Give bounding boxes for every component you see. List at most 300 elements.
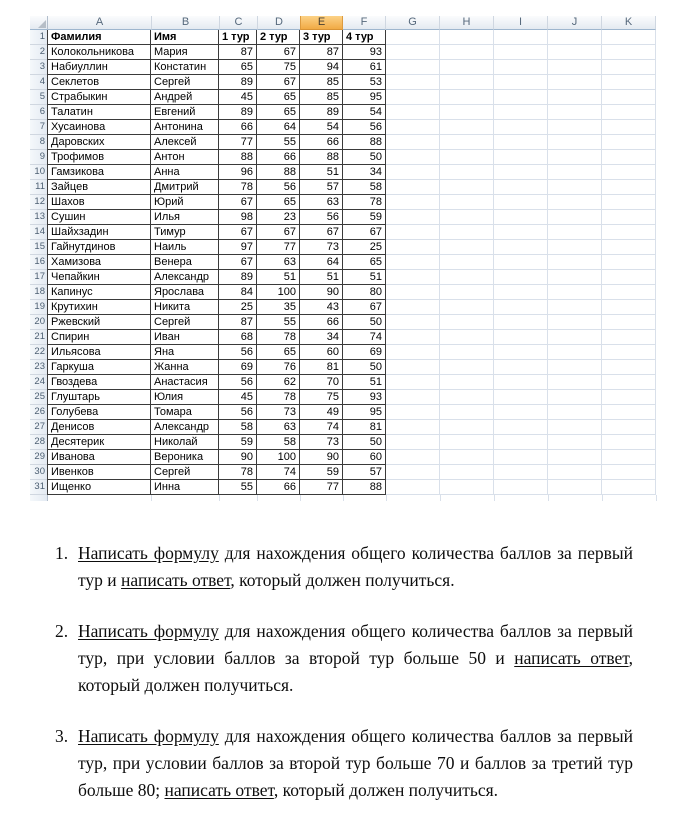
row-number[interactable]: 21	[30, 330, 48, 345]
cell-empty[interactable]	[258, 495, 301, 501]
cell[interactable]: Вероника	[151, 450, 219, 465]
cell[interactable]: 50	[343, 360, 386, 375]
cell[interactable]: Андрей	[151, 90, 219, 105]
column-header-i[interactable]: I	[494, 16, 548, 30]
cell-empty[interactable]	[386, 285, 440, 300]
cell[interactable]: 67	[257, 75, 300, 90]
cell-empty[interactable]	[548, 375, 602, 390]
cell-empty[interactable]	[386, 165, 440, 180]
cell-empty[interactable]	[494, 165, 548, 180]
cell-empty[interactable]	[548, 45, 602, 60]
cell-empty[interactable]	[386, 390, 440, 405]
row-number[interactable]: 30	[30, 465, 48, 480]
cell[interactable]: 56	[219, 375, 257, 390]
cell[interactable]: 89	[219, 105, 257, 120]
cell-empty[interactable]	[440, 120, 494, 135]
cell-empty[interactable]	[386, 360, 440, 375]
cell[interactable]: 67	[257, 225, 300, 240]
cell-empty[interactable]	[386, 90, 440, 105]
cell-empty[interactable]	[494, 465, 548, 480]
cell[interactable]: 45	[219, 90, 257, 105]
cell-empty[interactable]	[494, 450, 548, 465]
row-number[interactable]: 4	[30, 75, 48, 90]
cell-empty[interactable]	[494, 45, 548, 60]
cell-empty[interactable]	[602, 60, 656, 75]
cell[interactable]: 87	[300, 45, 343, 60]
row-number[interactable]: 12	[30, 195, 48, 210]
cell-empty[interactable]	[602, 255, 656, 270]
cell-empty[interactable]	[440, 240, 494, 255]
cell[interactable]: 88	[343, 135, 386, 150]
cell-empty[interactable]	[602, 150, 656, 165]
row-number[interactable]: 6	[30, 105, 48, 120]
cell-empty[interactable]	[440, 360, 494, 375]
cell[interactable]: 60	[343, 450, 386, 465]
cell-empty[interactable]	[440, 345, 494, 360]
cell-empty[interactable]	[386, 375, 440, 390]
cell[interactable]: 57	[343, 465, 386, 480]
cell[interactable]: Анна	[151, 165, 219, 180]
cell-empty[interactable]	[494, 75, 548, 90]
column-header-k[interactable]: K	[602, 16, 656, 30]
row-number[interactable]: 29	[30, 450, 48, 465]
cell-empty[interactable]	[440, 330, 494, 345]
cell-empty[interactable]	[602, 465, 656, 480]
cell[interactable]: Томара	[151, 405, 219, 420]
cell-empty[interactable]	[602, 480, 656, 495]
row-number[interactable]: 23	[30, 360, 48, 375]
cell-empty[interactable]	[440, 105, 494, 120]
cell-empty[interactable]	[548, 420, 602, 435]
cell[interactable]: 65	[219, 60, 257, 75]
row-number[interactable]: 18	[30, 285, 48, 300]
cell-empty[interactable]	[602, 30, 656, 45]
cell-empty[interactable]	[548, 195, 602, 210]
cell[interactable]: 57	[300, 180, 343, 195]
cell-empty[interactable]	[494, 255, 548, 270]
cell-empty[interactable]	[386, 300, 440, 315]
cell[interactable]: 65	[257, 195, 300, 210]
row-number[interactable]: 27	[30, 420, 48, 435]
cell-empty[interactable]	[440, 375, 494, 390]
cell[interactable]: 67	[300, 225, 343, 240]
cell-empty[interactable]	[602, 330, 656, 345]
cell[interactable]: Шахов	[47, 195, 151, 210]
cell[interactable]: 87	[219, 45, 257, 60]
cell[interactable]: 51	[300, 270, 343, 285]
cell-empty[interactable]	[386, 210, 440, 225]
cell-empty[interactable]	[548, 150, 602, 165]
cell[interactable]: Гаркуша	[47, 360, 151, 375]
cell-empty[interactable]	[494, 105, 548, 120]
row-number[interactable]: 2	[30, 45, 48, 60]
cell[interactable]: 84	[219, 285, 257, 300]
cell[interactable]: 54	[343, 105, 386, 120]
cell-empty[interactable]	[548, 90, 602, 105]
cell[interactable]: 74	[257, 465, 300, 480]
row-number[interactable]: 1	[30, 30, 48, 45]
row-number[interactable]: 3	[30, 60, 48, 75]
cell-empty[interactable]	[602, 120, 656, 135]
cell[interactable]: 78	[343, 195, 386, 210]
cell[interactable]: 51	[343, 375, 386, 390]
cell[interactable]: Илья	[151, 210, 219, 225]
cell-empty[interactable]	[386, 330, 440, 345]
cell-empty[interactable]	[548, 480, 602, 495]
cell[interactable]: 67	[219, 195, 257, 210]
cell-empty[interactable]	[494, 300, 548, 315]
cell-empty[interactable]	[548, 60, 602, 75]
cell-empty[interactable]	[602, 75, 656, 90]
column-header-c[interactable]: C	[220, 16, 258, 30]
cell-empty[interactable]	[440, 165, 494, 180]
cell-empty[interactable]	[386, 135, 440, 150]
cell-empty[interactable]	[441, 495, 495, 501]
cell-empty[interactable]	[152, 495, 220, 501]
cell-empty[interactable]	[440, 435, 494, 450]
row-number[interactable]: 24	[30, 375, 48, 390]
row-number[interactable]: 10	[30, 165, 48, 180]
cell-empty[interactable]	[387, 495, 441, 501]
cell[interactable]: 75	[300, 390, 343, 405]
cell[interactable]: 64	[257, 120, 300, 135]
row-number[interactable]: 22	[30, 345, 48, 360]
cell-empty[interactable]	[602, 345, 656, 360]
cell[interactable]: Ильясова	[47, 345, 151, 360]
cell-empty[interactable]	[494, 360, 548, 375]
cell-empty[interactable]	[494, 345, 548, 360]
row-number[interactable]: 28	[30, 435, 48, 450]
cell-empty[interactable]	[548, 255, 602, 270]
cell-empty[interactable]	[548, 360, 602, 375]
row-number[interactable]: 7	[30, 120, 48, 135]
cell[interactable]: Трофимов	[47, 150, 151, 165]
cell[interactable]: 73	[300, 435, 343, 450]
cell[interactable]: 67	[219, 255, 257, 270]
cell[interactable]: 93	[343, 390, 386, 405]
cell[interactable]: 58	[219, 420, 257, 435]
cell[interactable]: 63	[257, 255, 300, 270]
cell-empty[interactable]	[386, 240, 440, 255]
cell[interactable]: 76	[257, 360, 300, 375]
cell-empty[interactable]	[548, 225, 602, 240]
row-number[interactable]: 8	[30, 135, 48, 150]
cell-empty[interactable]	[495, 495, 549, 501]
cell-empty[interactable]	[602, 45, 656, 60]
cell-empty[interactable]	[440, 90, 494, 105]
cell-empty[interactable]	[440, 450, 494, 465]
row-number[interactable]: 26	[30, 405, 48, 420]
cell-empty[interactable]	[440, 45, 494, 60]
cell[interactable]: Гамзикова	[47, 165, 151, 180]
cell-empty[interactable]	[548, 210, 602, 225]
cell[interactable]: 95	[343, 90, 386, 105]
cell-empty[interactable]	[548, 135, 602, 150]
column-header-d[interactable]: D	[258, 16, 301, 30]
cell-empty[interactable]	[494, 150, 548, 165]
cell-empty[interactable]	[494, 330, 548, 345]
cell[interactable]: Глуштарь	[47, 390, 151, 405]
cell-empty[interactable]	[548, 180, 602, 195]
cell[interactable]: 73	[300, 240, 343, 255]
cell[interactable]: Крутихин	[47, 300, 151, 315]
cell[interactable]: 59	[300, 465, 343, 480]
row-number[interactable]: 20	[30, 315, 48, 330]
cell[interactable]: 55	[257, 315, 300, 330]
cell[interactable]: 51	[343, 270, 386, 285]
cell-empty[interactable]	[602, 225, 656, 240]
cell[interactable]: 25	[343, 240, 386, 255]
cell[interactable]: Секлетов	[47, 75, 151, 90]
cell[interactable]: 55	[219, 480, 257, 495]
cell-empty[interactable]	[440, 315, 494, 330]
cell[interactable]: Сушин	[47, 210, 151, 225]
cell-empty[interactable]	[440, 60, 494, 75]
cell[interactable]: Сергей	[151, 75, 219, 90]
cell[interactable]: Денисов	[47, 420, 151, 435]
cell[interactable]: Николай	[151, 435, 219, 450]
cell[interactable]: 89	[219, 270, 257, 285]
cell[interactable]: 54	[300, 120, 343, 135]
cell[interactable]: 51	[300, 165, 343, 180]
cell[interactable]: 56	[343, 120, 386, 135]
cell[interactable]: 25	[219, 300, 257, 315]
cell-empty[interactable]	[548, 435, 602, 450]
cell[interactable]: Капинус	[47, 285, 151, 300]
cell[interactable]: Набиуллин	[47, 60, 151, 75]
cell[interactable]: 67	[257, 45, 300, 60]
cell-empty[interactable]	[440, 270, 494, 285]
cell[interactable]: 85	[300, 75, 343, 90]
cell-empty[interactable]	[602, 285, 656, 300]
cell-empty[interactable]	[440, 135, 494, 150]
cell[interactable]: Хусаинова	[47, 120, 151, 135]
cell[interactable]: 78	[219, 465, 257, 480]
cell[interactable]: 3 тур	[300, 30, 343, 45]
cell-empty[interactable]	[494, 420, 548, 435]
cell-empty[interactable]	[548, 105, 602, 120]
cell-empty[interactable]	[386, 405, 440, 420]
cell-empty[interactable]	[386, 450, 440, 465]
cell-empty[interactable]	[494, 120, 548, 135]
cell-empty[interactable]	[494, 315, 548, 330]
column-header-j[interactable]: J	[548, 16, 602, 30]
cell-empty[interactable]	[548, 465, 602, 480]
cell[interactable]: 50	[343, 315, 386, 330]
cell-empty[interactable]	[494, 60, 548, 75]
cell[interactable]: 74	[343, 330, 386, 345]
row-number[interactable]: 11	[30, 180, 48, 195]
cell[interactable]: Антонина	[151, 120, 219, 135]
cell-empty[interactable]	[548, 270, 602, 285]
column-header-h[interactable]: H	[440, 16, 494, 30]
cell[interactable]: 2 тур	[257, 30, 300, 45]
cell[interactable]: 95	[343, 405, 386, 420]
cell[interactable]: 45	[219, 390, 257, 405]
cell-empty[interactable]	[494, 180, 548, 195]
column-header-e[interactable]: E	[300, 16, 343, 30]
cell[interactable]: 69	[343, 345, 386, 360]
cell[interactable]: Александр	[151, 420, 219, 435]
cell[interactable]: 62	[257, 375, 300, 390]
cell[interactable]: 66	[300, 315, 343, 330]
cell-empty[interactable]	[548, 75, 602, 90]
cell[interactable]: 81	[343, 420, 386, 435]
cell[interactable]: 88	[300, 150, 343, 165]
cell-empty[interactable]	[548, 315, 602, 330]
cell[interactable]: 67	[343, 225, 386, 240]
cell-empty[interactable]	[602, 90, 656, 105]
select-all-corner[interactable]	[30, 16, 48, 30]
cell-empty[interactable]	[548, 30, 602, 45]
cell[interactable]: 66	[257, 150, 300, 165]
cell[interactable]: Анастасия	[151, 375, 219, 390]
row-number[interactable]: 19	[30, 300, 48, 315]
cell-empty[interactable]	[494, 195, 548, 210]
cell-empty[interactable]	[440, 405, 494, 420]
cell-empty[interactable]	[386, 345, 440, 360]
cell-empty[interactable]	[440, 255, 494, 270]
cell[interactable]: 69	[219, 360, 257, 375]
row-number[interactable]: 17	[30, 270, 48, 285]
cell-empty[interactable]	[602, 390, 656, 405]
cell-empty[interactable]	[386, 60, 440, 75]
cell-empty[interactable]	[440, 420, 494, 435]
cell[interactable]: 50	[343, 150, 386, 165]
row-number[interactable]: 9	[30, 150, 48, 165]
column-header-g[interactable]: G	[386, 16, 440, 30]
cell[interactable]: Тимур	[151, 225, 219, 240]
cell-empty[interactable]	[386, 30, 440, 45]
cell[interactable]: 23	[257, 210, 300, 225]
cell[interactable]: 55	[257, 135, 300, 150]
cell[interactable]: 88	[219, 150, 257, 165]
cell-empty[interactable]	[440, 210, 494, 225]
cell-empty[interactable]	[602, 300, 656, 315]
cell[interactable]: 75	[257, 60, 300, 75]
cell[interactable]: 78	[257, 330, 300, 345]
cell[interactable]: 90	[219, 450, 257, 465]
cell-empty[interactable]	[602, 270, 656, 285]
cell-empty[interactable]	[386, 480, 440, 495]
cell-empty[interactable]	[494, 405, 548, 420]
cell-empty[interactable]	[440, 225, 494, 240]
cell[interactable]: 89	[300, 105, 343, 120]
cell[interactable]: Голубева	[47, 405, 151, 420]
cell[interactable]: Даровских	[47, 135, 151, 150]
cell[interactable]: 93	[343, 45, 386, 60]
cell-empty[interactable]	[220, 495, 258, 501]
row-number[interactable]: 16	[30, 255, 48, 270]
cell[interactable]: Иван	[151, 330, 219, 345]
cell[interactable]: Алексей	[151, 135, 219, 150]
cell[interactable]: Жанна	[151, 360, 219, 375]
cell-empty[interactable]	[344, 495, 387, 501]
row-number[interactable]: 15	[30, 240, 48, 255]
cell[interactable]: 51	[257, 270, 300, 285]
cell[interactable]: Хамизова	[47, 255, 151, 270]
cell[interactable]: 94	[300, 60, 343, 75]
cell[interactable]: Александр	[151, 270, 219, 285]
row-number[interactable]	[30, 495, 48, 501]
cell-empty[interactable]	[301, 495, 344, 501]
cell[interactable]: 78	[257, 390, 300, 405]
cell[interactable]: 97	[219, 240, 257, 255]
cell[interactable]: 88	[343, 480, 386, 495]
cell-empty[interactable]	[494, 30, 548, 45]
cell-empty[interactable]	[440, 465, 494, 480]
cell-empty[interactable]	[494, 135, 548, 150]
cell[interactable]: 100	[257, 450, 300, 465]
cell[interactable]: Талатин	[47, 105, 151, 120]
cell-empty[interactable]	[602, 165, 656, 180]
cell-empty[interactable]	[602, 180, 656, 195]
cell[interactable]: Ищенко	[47, 480, 151, 495]
cell[interactable]: 66	[257, 480, 300, 495]
cell-empty[interactable]	[440, 480, 494, 495]
cell-empty[interactable]	[386, 420, 440, 435]
cell-empty[interactable]	[494, 270, 548, 285]
cell-empty[interactable]	[386, 465, 440, 480]
cell-empty[interactable]	[440, 75, 494, 90]
cell-empty[interactable]	[386, 75, 440, 90]
cell[interactable]: Венера	[151, 255, 219, 270]
cell-empty[interactable]	[440, 285, 494, 300]
cell[interactable]: Ивенков	[47, 465, 151, 480]
cell[interactable]: 4 тур	[343, 30, 386, 45]
cell[interactable]: Спирин	[47, 330, 151, 345]
cell-empty[interactable]	[602, 105, 656, 120]
column-header-a[interactable]: A	[48, 16, 152, 30]
row-number[interactable]: 13	[30, 210, 48, 225]
cell[interactable]: 50	[343, 435, 386, 450]
cell[interactable]: Иванова	[47, 450, 151, 465]
cell-empty[interactable]	[386, 105, 440, 120]
cell[interactable]: Инна	[151, 480, 219, 495]
cell[interactable]: 80	[343, 285, 386, 300]
cell[interactable]: Ярослава	[151, 285, 219, 300]
cell-empty[interactable]	[548, 345, 602, 360]
cell[interactable]: Шайхзадин	[47, 225, 151, 240]
cell[interactable]: 73	[257, 405, 300, 420]
cell[interactable]: 63	[257, 420, 300, 435]
row-number[interactable]: 31	[30, 480, 48, 495]
cell[interactable]: 89	[219, 75, 257, 90]
cell-empty[interactable]	[494, 285, 548, 300]
cell[interactable]: 34	[343, 165, 386, 180]
cell[interactable]: Яна	[151, 345, 219, 360]
cell[interactable]: 85	[300, 90, 343, 105]
cell-empty[interactable]	[548, 165, 602, 180]
cell[interactable]: 87	[219, 315, 257, 330]
cell-empty[interactable]	[494, 240, 548, 255]
cell-empty[interactable]	[494, 225, 548, 240]
column-header-f[interactable]: F	[343, 16, 386, 30]
cell[interactable]: 74	[300, 420, 343, 435]
cell-empty[interactable]	[494, 375, 548, 390]
cell[interactable]: 34	[300, 330, 343, 345]
cell-empty[interactable]	[386, 315, 440, 330]
cell-empty[interactable]	[602, 435, 656, 450]
cell[interactable]: Ржевский	[47, 315, 151, 330]
cell-empty[interactable]	[494, 435, 548, 450]
cell[interactable]: 78	[219, 180, 257, 195]
cell-empty[interactable]	[386, 45, 440, 60]
cell-empty[interactable]	[494, 390, 548, 405]
cell[interactable]: 65	[257, 90, 300, 105]
cell[interactable]: 90	[300, 285, 343, 300]
cell[interactable]: 59	[343, 210, 386, 225]
